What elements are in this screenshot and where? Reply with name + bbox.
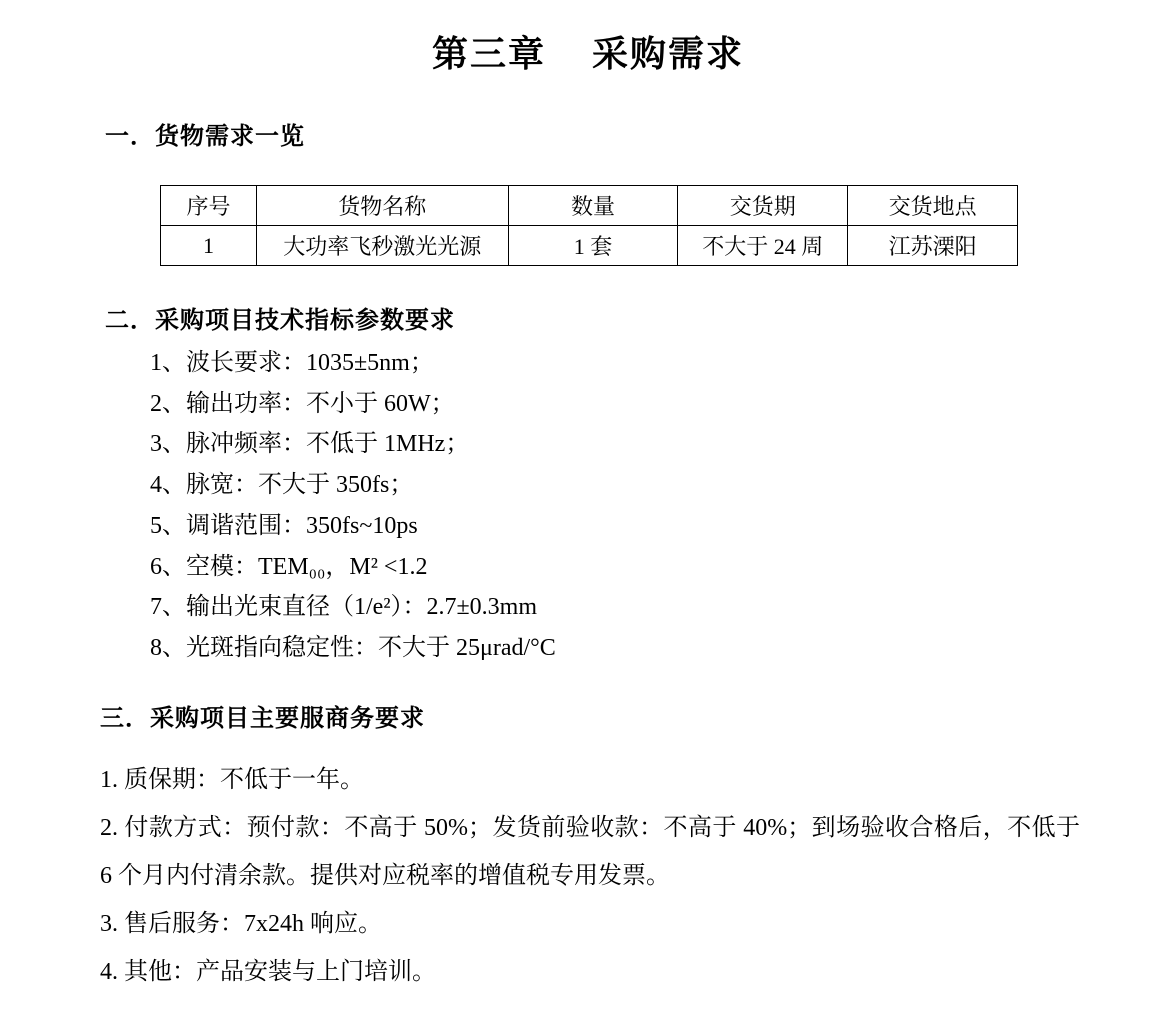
tech-spec-item-output-power: 2、输出功率：不小于 60W； xyxy=(150,390,455,417)
goods-table xyxy=(160,185,1018,266)
cell-index: 1 xyxy=(161,226,257,266)
commercial-item-other: 4. 其他：产品安装与上门培训。 xyxy=(100,959,436,985)
tech-spec-item-beam-diameter: 7、输出光束直径（1/e²）：2.7±0.3mm xyxy=(150,594,538,621)
section-heading-commercial: 三．采购项目主要服商务要求 xyxy=(100,706,425,732)
commercial-terms-list xyxy=(100,756,1080,996)
col-header-delivery-place: 交货地点 xyxy=(848,186,1018,226)
table-header-row xyxy=(161,186,1018,226)
commercial-item-after-sales: 3. 售后服务：7x24h 响应。 xyxy=(100,911,382,937)
tech-spec-list xyxy=(150,343,556,669)
page-title xyxy=(0,26,1176,77)
cell-quantity: 1 套 xyxy=(508,226,678,266)
col-header-index: 序号 xyxy=(161,186,257,226)
tech-spec-item-pulse-width: 4、脉宽：不大于 350fs； xyxy=(150,472,414,499)
tech-spec-item-tuning-range: 5、调谐范围：350fs~10ps xyxy=(150,512,418,539)
commercial-item-payment: 2. 付款方式：预付款：不高于 50%；发货前验收款：不高于 40%；到场验收合格后，不低于 6 个月内付清余款。提供对应税率的增值税专用发票。 xyxy=(100,815,1080,889)
chapter-title: 采购需求 xyxy=(592,34,745,74)
tech-spec-item-wavelength: 1、波长要求：1035±5nm； xyxy=(150,350,434,376)
chapter-label: 第三章 xyxy=(431,34,546,74)
section-heading-tech-specs: 二．采购项目技术指标参数要求 xyxy=(105,308,455,334)
cell-delivery-time: 不大于 24 周 xyxy=(678,226,848,266)
col-header-delivery-time: 交货期 xyxy=(678,186,848,226)
cell-goods-name: 大功率飞秒激光光源 xyxy=(256,226,508,266)
table-row xyxy=(161,226,1018,266)
section-heading-goods: 一．货物需求一览 xyxy=(105,124,305,150)
col-header-goods-name: 货物名称 xyxy=(256,186,508,226)
commercial-item-warranty: 1. 质保期：不低于一年。 xyxy=(100,767,364,793)
col-header-quantity: 数量 xyxy=(508,186,678,226)
tech-spec-item-pointing-stability: 8、光斑指向稳定性：不大于 25μrad/°C xyxy=(150,634,556,661)
tech-spec-item-pulse-frequency: 3、脉冲频率：不低于 1MHz； xyxy=(150,431,470,458)
tech-spec-item-mode: 6、空模：TEM₀₀，M² <1.2 xyxy=(150,553,428,580)
cell-delivery-place: 江苏溧阳 xyxy=(848,226,1018,266)
